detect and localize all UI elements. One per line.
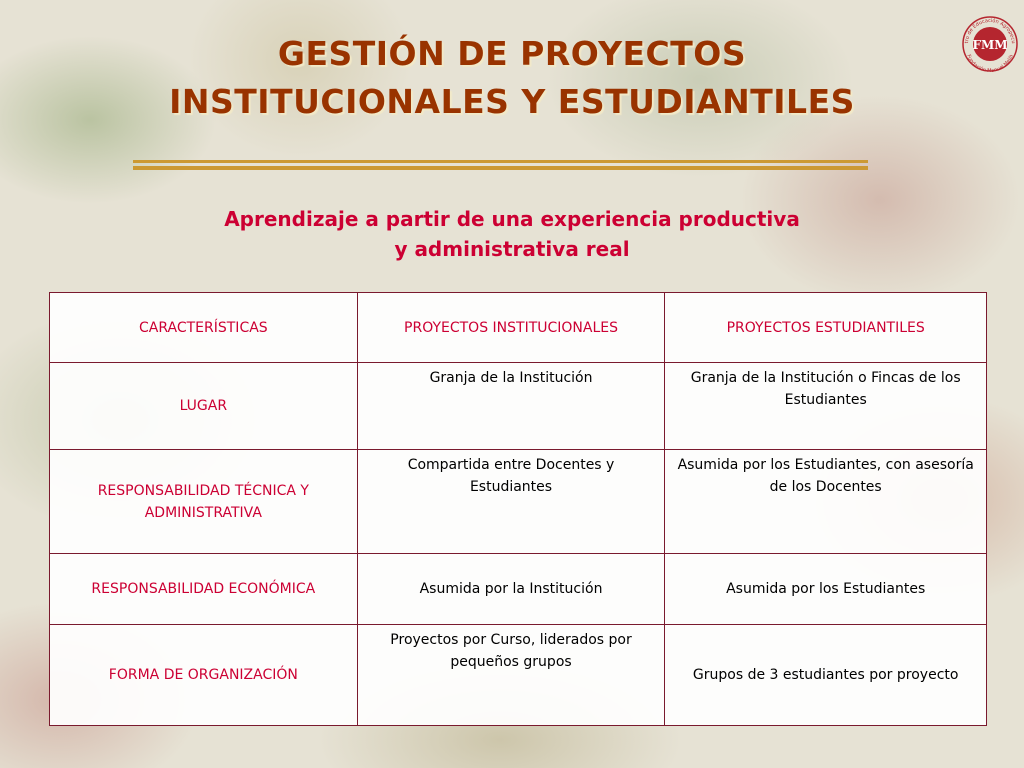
subtitle-line-1: Aprendizaje a partir de una experiencia productiva xyxy=(224,207,800,231)
header-proyectos-institucionales: PROYECTOS INSTITUCIONALES xyxy=(357,293,665,363)
logo-text-top: tro de Educación Agropecu xyxy=(963,17,1017,44)
cell-lugar-institucionales: Granja de la Institución xyxy=(357,363,665,450)
title-line-2: INSTITUCIONALES Y ESTUDIANTILES xyxy=(169,82,855,121)
title-rule-top xyxy=(133,160,868,163)
table-row-forma-organizacion xyxy=(50,625,987,726)
row-label-forma-organizacion: FORMA DE ORGANIZACIÓN xyxy=(50,625,358,726)
cell-lugar-estudiantiles: Granja de la Institución o Fincas de los Estudiantes xyxy=(665,363,987,450)
row-label-responsabilidad-tecnica: RESPONSABILIDAD TÉCNICA Y ADMINISTRATIVA xyxy=(50,450,358,554)
comparison-table xyxy=(49,292,987,726)
cell-economica-estudiantiles: Asumida por los Estudiantes xyxy=(665,554,987,625)
cell-economica-institucionales: Asumida por la Institución xyxy=(357,554,665,625)
title-line-1: GESTIÓN DE PROYECTOS xyxy=(277,34,747,73)
table-row-responsabilidad-tecnica xyxy=(50,450,987,554)
row-label-lugar: LUGAR xyxy=(50,363,358,450)
subtitle-line-2: y administrativa real xyxy=(394,237,630,261)
row-label-responsabilidad-economica: RESPONSABILIDAD ECONÓMICA xyxy=(50,554,358,625)
slide-title xyxy=(0,30,1024,126)
institution-logo xyxy=(960,6,1020,74)
table-row-lugar xyxy=(50,363,987,450)
cell-organizacion-institucionales: Proyectos por Curso, liderados por pequeños grupos xyxy=(357,625,665,726)
title-rule-bottom xyxy=(133,166,868,170)
cell-organizacion-estudiantiles: Grupos de 3 estudiantes por proyecto xyxy=(665,625,987,726)
cell-tecnica-estudiantiles: Asumida por los Estudiantes, con asesoría de los Docentes xyxy=(665,450,987,554)
logo-monogram: FMM xyxy=(972,38,1008,52)
table-row-responsabilidad-economica xyxy=(50,554,987,625)
header-proyectos-estudiantiles: PROYECTOS ESTUDIANTILES xyxy=(665,293,987,363)
slide-subtitle xyxy=(0,204,1024,264)
cell-tecnica-institucionales: Compartida entre Docentes y Estudiantes xyxy=(357,450,665,554)
header-caracteristicas: CARACTERÍSTICAS xyxy=(50,293,358,363)
logo-text-bottom: Fundación Manuel Mejía xyxy=(965,53,1015,74)
table-header-row xyxy=(50,293,987,363)
